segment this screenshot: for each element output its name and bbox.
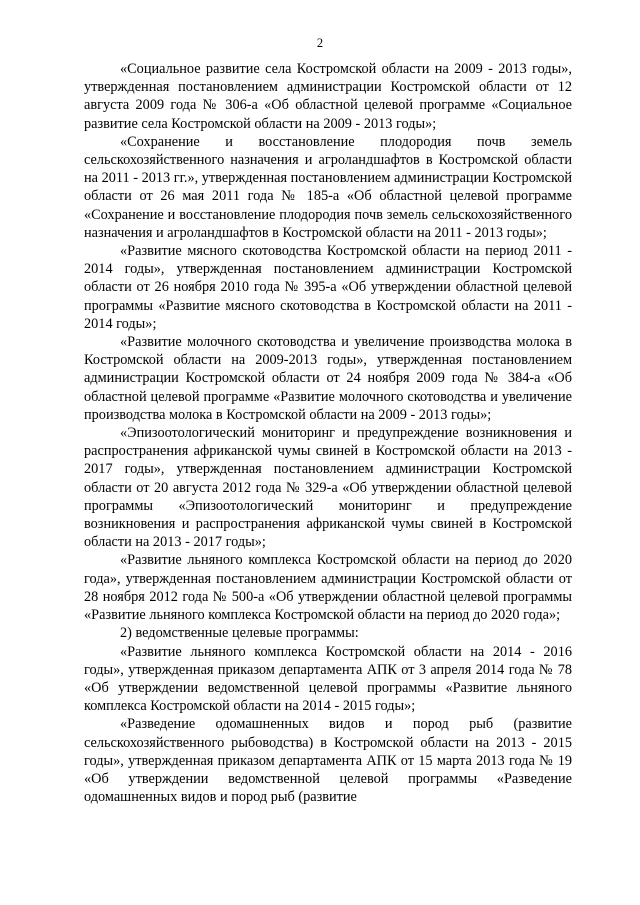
paragraph-soil-fertility: «Сохранение и восстановление плодородия почв земель сельскохозяйственного назначения и агроландшафтов в Костромской области на 2011 - 2013 гг.», утвержденная постановлением администрации Костромской области от 26 мая 2011 года № 185-а «Об областной целевой программе «Сохранение и восстановление плодородия почв земель сельскохозяйственного назначения и агроландшафтов в Костромской области на 2011 - 2013 годы»;: [84, 133, 572, 241]
paragraph-flax-2020: «Развитие льняного комплекса Костромской области на период до 2020 года», утвержденная постановлением администрации Костромской области от 28 ноября 2012 года № 500-а «Об утверждении областной целевой программы «Развитие льняного комплекса Костромской области на период до 2020 года»;: [84, 552, 572, 624]
paragraph-meat-cattle: «Развитие мясного скотоводства Костромской области на период 2011 - 2014 годы», утвержденная постановлением администрации Костромской области от 26 ноября 2010 года № 395-а «Об утверждении областной целевой программы «Развитие мясного скотоводства в Костромской области на 2011 - 2014 годы»;: [84, 243, 572, 332]
paragraph-swine-fever: «Эпизоотологический мониторинг и предупреждение возникновения и распространения африканской чумы свиней в Костромской области на 2013 - 2017 годы», утвержденная постановлением администрации Костромской области от 20 августа 2012 года № 329-а «Об утверждении областной целевой программы «Эпизоотологический мониторинг и предупреждение возникновения и распространения африканской чумы свиней в Костромской области на 2013 - 2017 годы»;: [84, 425, 572, 551]
paragraph-flax-2014: «Развитие льняного комплекса Костромской области на 2014 - 2016 годы», утвержденная приказом департамента АПК от 3 апреля 2014 года № 78 «Об утверждении ведомственной целевой программы «Развитие льняного комплекса Костромской области на 2014 - 2015 годы»;: [84, 643, 572, 715]
document-body: [84, 60, 572, 806]
paragraph-fish-farming: «Разведение одомашненных видов и пород рыб (развитие сельскохозяйственного рыбоводства) в Костромской области на 2013 - 2015 годы», утвержденная приказом департамента АПК от 15 марта 2013 года № 19 «Об утверждении ведомственной целевой программы «Разведение одомашненных видов и пород рыб (развитие: [84, 716, 572, 806]
page-number: 2: [316, 36, 324, 50]
paragraph-dairy-cattle: «Развитие молочного скотоводства и увеличение производства молока в Костромской области на 2009-2013 годы», утвержденная постановлением администрации Костромской области от 24 ноября 2009 года № 384-а «Об областной целевой программе «Развитие молочного скотоводства и увеличение производства молока в Костромской области на 2009 - 2013 годы»;: [84, 334, 572, 423]
paragraph-departmental-heading: 2) ведомственные целевые программы:: [120, 625, 359, 642]
paragraph-social-development: «Социальное развитие села Костромской области на 2009 - 2013 годы», утвержденная постановлением администрации Костромской области от 12 августа 2009 года № 306-а «Об областной целевой программе «Социальное развитие села Костромской области на 2009 - 2013 годы»;: [84, 61, 572, 132]
